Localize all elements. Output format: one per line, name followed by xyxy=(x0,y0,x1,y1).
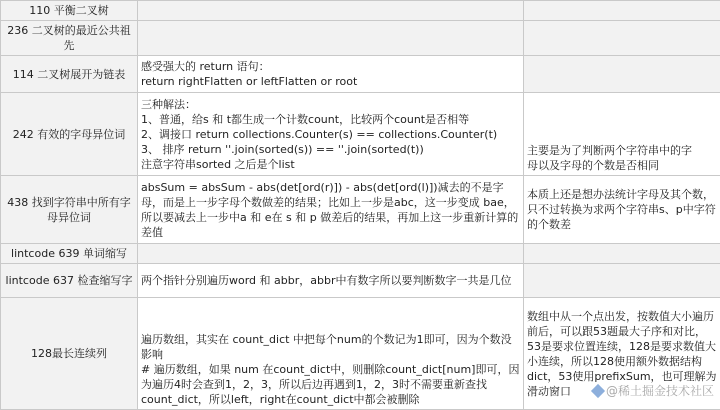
problem-name-cell: 438 找到字符串中所有字母异位词 xyxy=(1,176,138,244)
solution-line: 三种解法： xyxy=(141,97,520,112)
solution-cell xyxy=(138,298,524,410)
note-cell xyxy=(524,21,720,56)
note-cell xyxy=(524,244,720,264)
note-cell xyxy=(524,264,720,298)
watermark-text: @稀土掘金技术社区 xyxy=(606,382,714,399)
solution-line: 3、 排序 return ''.join(sorted(s)) == ''.join(sorted(t)) xyxy=(141,142,520,157)
table-row xyxy=(1,21,720,56)
note-line: 主要是为了判断两个字符串中的字 xyxy=(527,143,717,158)
solution-cell xyxy=(138,264,524,298)
solution-cell xyxy=(138,93,524,176)
juejin-logo-icon xyxy=(591,383,605,397)
solution-cell xyxy=(138,1,524,21)
solution-cell xyxy=(138,56,524,93)
solution-cell xyxy=(138,244,524,264)
solution-line: 遍历数组，其实在 count_dict 中把每个num的个数记为1即可，因为个数没影响 xyxy=(141,332,520,362)
note-cell xyxy=(524,93,720,176)
solution-cell xyxy=(138,21,524,56)
note-line: 本质上还是想办法统计字母及其个数，只不过转换为求两个字符串s、p中字符的个数差 xyxy=(527,187,717,232)
solution-line: 注意字符串sorted 之后是个list xyxy=(141,157,520,172)
solution-line: absSum = absSum - abs(det[ord(r)]) - abs(det[ord(l)])减去的不是字母，而是上一步字母个数做差的结果；比如上一步是abc，这一步变成 bae，所以要减去上一步中a 和 e在 s 和 p 做差后的结果，再加上这一步重新计算的差值 xyxy=(141,180,520,240)
problem-name-cell: 128最长连续列 xyxy=(1,298,138,410)
problem-name-cell: lintcode 639 单词缩写 xyxy=(1,244,138,264)
table-row xyxy=(1,93,720,176)
solution-line: 感受强大的 return 语句： xyxy=(141,59,520,74)
solution-line: # 遍历数组，如果 num 在count_dict中，则删除count_dict[num]即可，因为遍历4时会查到1，2，3，所以后边再遇到1，2，3时不需要重新查找count_dict，所以left，right在count_dict中都会被删除 xyxy=(141,362,520,407)
table-row xyxy=(1,56,720,93)
note-cell xyxy=(524,56,720,93)
note-line: 数组中从一个点出发，按数值大小遍历前后，可以跟53题最大子序和对比，53是要求位置连续，128是要求数值大小连续，所以128使用额外数据结构dict，53使用prefixSum，也可理解为滑动窗口 xyxy=(527,309,717,399)
problem-name-cell: 242 有效的字母异位词 xyxy=(1,93,138,176)
table-row xyxy=(1,244,720,264)
note-cell xyxy=(524,1,720,21)
solution-cell xyxy=(138,176,524,244)
solution-line: return rightFlatten or leftFlatten or root xyxy=(141,74,520,89)
solution-line: 2、调接口 return collections.Counter(s) == collections.Counter(t) xyxy=(141,127,520,142)
solution-line: 两个指针分别遍历word 和 abbr，abbr中有数字所以要判断数字一共是几位 xyxy=(141,273,520,288)
note-cell xyxy=(524,176,720,244)
watermark xyxy=(593,382,714,399)
table-row xyxy=(1,176,720,244)
problem-name-cell: 110 平衡二叉树 xyxy=(1,1,138,21)
table-row xyxy=(1,1,720,21)
note-line: 母以及字母的个数是否相同 xyxy=(527,158,717,173)
solution-line: 1、普通，给s 和 t都生成一个计数count，比较两个count是否相等 xyxy=(141,112,520,127)
problem-name-cell: 114 二叉树展开为链表 xyxy=(1,56,138,93)
problem-name-cell: lintcode 637 检查缩写字 xyxy=(1,264,138,298)
problem-name-cell: 236 二叉树的最近公共祖先 xyxy=(1,21,138,56)
table-row xyxy=(1,264,720,298)
